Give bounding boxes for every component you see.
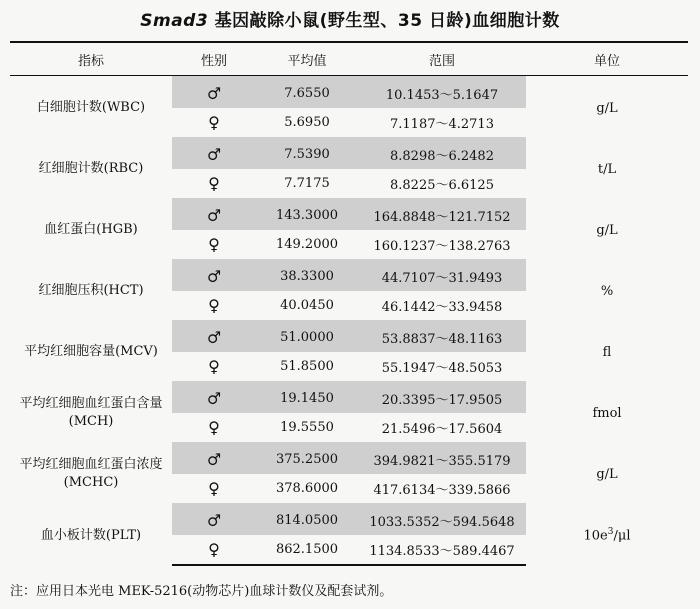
range-cell: 1033.5352～594.5648	[358, 503, 526, 535]
mean-cell: 51.8500	[280, 359, 334, 374]
title-text: 基因敲除小鼠(野生型、35 日龄)血细胞计数	[208, 11, 560, 31]
range-cell: 53.8837～48.1163	[358, 320, 526, 352]
sex-cell: ♀	[172, 535, 256, 565]
table-row	[10, 198, 688, 230]
table-row	[10, 442, 688, 474]
unit-cell: fmol	[592, 405, 622, 421]
table-row	[10, 503, 688, 535]
sex-cell: ♀	[208, 296, 220, 315]
sex-cell: ♂	[172, 259, 256, 291]
unit-cell: g/L	[596, 100, 618, 116]
table-body	[10, 76, 688, 566]
sex-cell: ♀	[208, 357, 220, 376]
table-title	[0, 6, 700, 31]
sex-cell: ♀	[208, 235, 220, 254]
unit-cell: t/L	[597, 161, 617, 177]
range-cell: 20.3395～17.9505	[358, 381, 526, 413]
table-row	[10, 381, 688, 413]
indicator-cell: 白细胞计数(WBC)	[36, 100, 146, 115]
mean-cell: 375.2500	[256, 442, 358, 474]
mean-cell: 149.2000	[275, 237, 339, 252]
indicator-cell: 平均红细胞血红蛋白含量(MCH)	[19, 396, 163, 429]
blood-count-table	[10, 41, 688, 566]
sex-cell: ♂	[172, 320, 256, 352]
mean-cell: 38.3300	[256, 259, 358, 291]
mean-cell: 143.3000	[256, 198, 358, 230]
range-cell: 8.8225～6.6125	[390, 178, 494, 193]
header-range: 范围	[358, 42, 526, 76]
header-indicator: 指标	[10, 42, 172, 76]
range-cell: 8.8298～6.2482	[358, 137, 526, 169]
indicator-cell: 平均红细胞容量(MCV)	[24, 344, 158, 359]
range-cell: 10.1453～5.1647	[358, 76, 526, 109]
indicator-cell: 红细胞计数(RBC)	[38, 161, 144, 176]
indicator-cell: 血小板计数(PLT)	[40, 527, 142, 543]
header-mean: 平均值	[256, 42, 358, 76]
mean-cell: 19.5550	[280, 420, 334, 435]
table-row	[10, 137, 688, 169]
indicator-cell: 血红蛋白(HGB)	[44, 222, 138, 237]
range-cell: 21.5496～17.5604	[381, 422, 503, 437]
header-row	[10, 42, 688, 76]
range-cell: 417.6134～339.5866	[373, 483, 511, 498]
gene-name: Smad3	[140, 11, 209, 31]
sex-cell: ♂	[172, 137, 256, 169]
range-cell: 46.1442～33.9458	[381, 300, 503, 315]
mean-cell: 378.6000	[275, 481, 339, 496]
sex-cell: ♀	[208, 113, 220, 132]
table-row	[10, 76, 688, 109]
indicator-cell: 平均红细胞血红蛋白浓度(MCHC)	[19, 457, 163, 490]
range-cell: 55.1947～48.5053	[381, 361, 503, 376]
range-cell: 164.8848～121.7152	[358, 198, 526, 230]
range-cell: 1134.8533～589.4467	[358, 535, 526, 565]
mean-cell: 51.0000	[256, 320, 358, 352]
range-cell: 394.9821～355.5179	[358, 442, 526, 474]
unit-cell: g/L	[596, 466, 618, 482]
mean-cell: 7.7175	[284, 176, 330, 191]
range-cell: 160.1237～138.2763	[373, 239, 511, 254]
range-cell: 7.1187～4.2713	[390, 117, 494, 132]
mean-cell: 862.1500	[256, 535, 358, 565]
table-row	[10, 259, 688, 291]
sex-cell: ♂	[172, 76, 256, 109]
unit-cell: g/L	[596, 222, 618, 238]
header-sex: 性别	[172, 42, 256, 76]
sex-cell: ♂	[172, 381, 256, 413]
mean-cell: 7.6550	[256, 76, 358, 109]
indicator-cell: 红细胞压积(HCT)	[38, 283, 144, 298]
sex-cell: ♂	[172, 503, 256, 535]
range-cell: 44.7107～31.9493	[358, 259, 526, 291]
sex-cell: ♀	[208, 479, 220, 498]
mean-cell: 5.6950	[284, 115, 330, 130]
mean-cell: 814.0500	[256, 503, 358, 535]
unit-cell: %	[600, 283, 614, 299]
mean-cell: 40.0450	[280, 298, 334, 313]
header-unit: 单位	[526, 42, 688, 76]
sex-cell: ♀	[208, 418, 220, 437]
unit-cell: fl	[602, 344, 612, 360]
sex-cell: ♀	[208, 174, 220, 193]
mean-cell: 7.5390	[256, 137, 358, 169]
mean-cell: 19.1450	[256, 381, 358, 413]
table-note: 注：应用日本光电 MEK-5216(动物芯片)血球计数仪及配套试剂。	[10, 584, 393, 599]
sex-cell: ♂	[172, 198, 256, 230]
table-row	[10, 320, 688, 352]
unit-cell: $10e^3/\mu l$	[583, 527, 631, 544]
sex-cell: ♂	[172, 442, 256, 474]
